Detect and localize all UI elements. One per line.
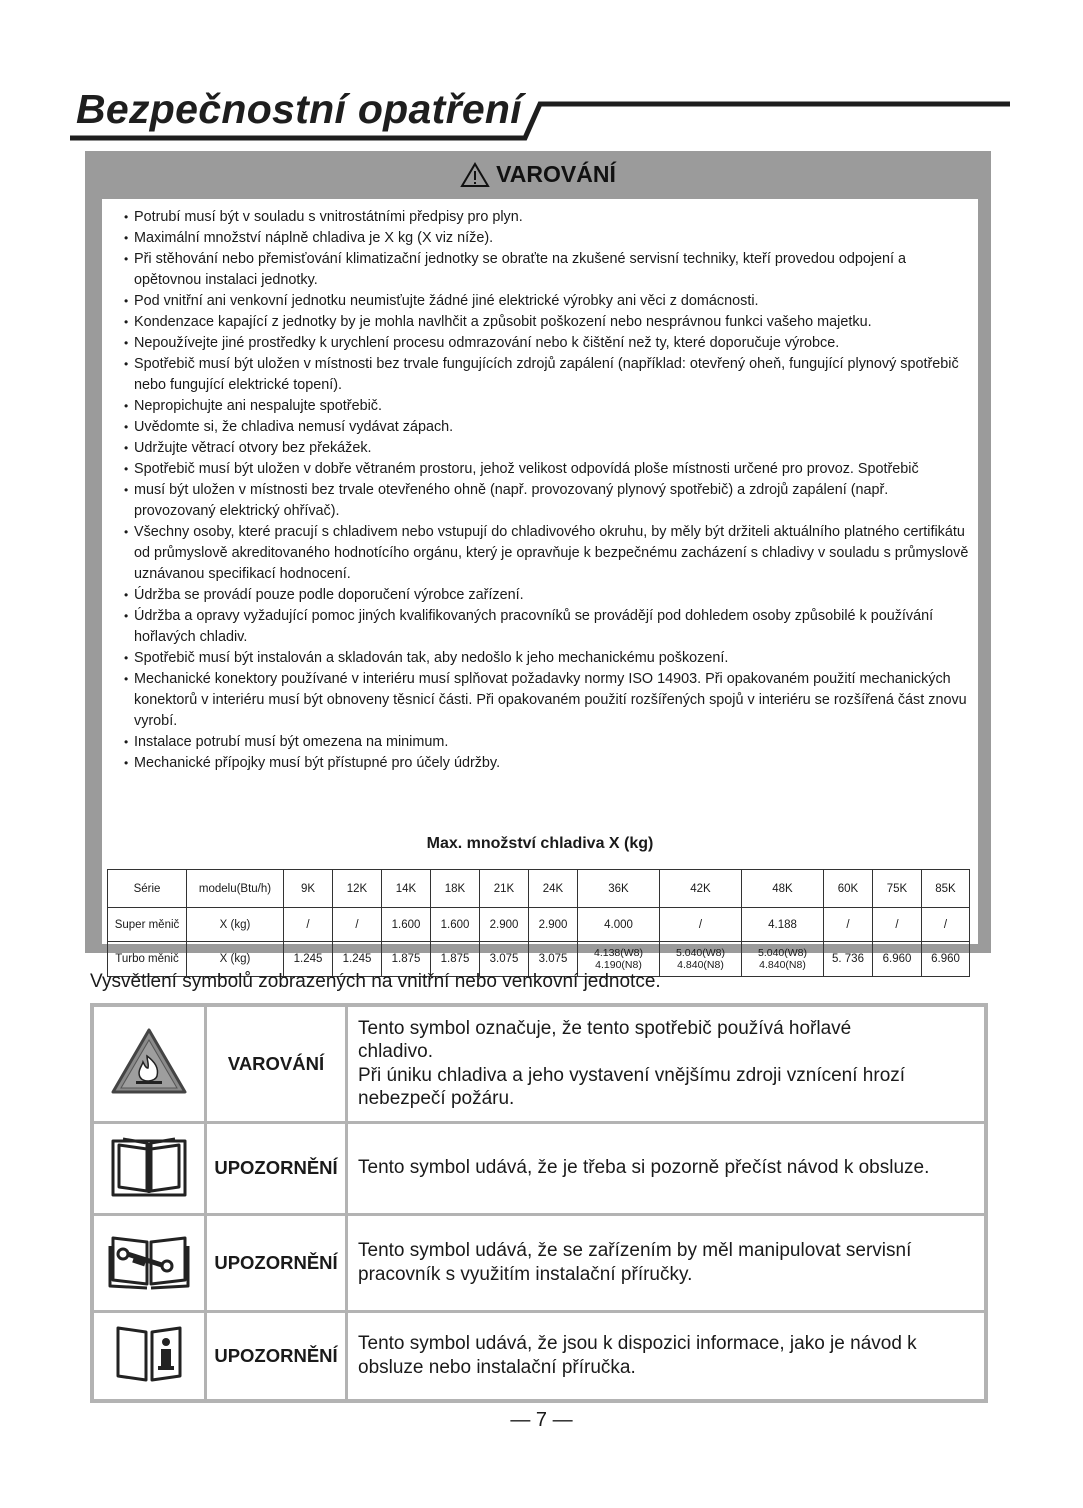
table-cell: 18K [431,870,480,908]
warning-bullet: • Pod vnitřní ani venkovní jednotku neumisťujte žádné jiné elektrické výrobky ani věci z domácnosti. [112,291,972,312]
symbol-label: VAROVÁNÍ [206,1005,347,1122]
warning-bullet: • Udržujte větrací otvory bez překážek. [112,438,972,459]
table-cell: 5. 736 [824,942,873,977]
table-cell: 4.138(W8) 4.190(N8) [578,942,660,977]
description-line: nebezpečí požáru. [358,1088,515,1110]
description-line: Tento symbol udává, že jsou k dispozici informace, jako je návod k [358,1333,917,1355]
table-cell: 3.075 [529,942,578,977]
refrigerant-table [107,869,970,977]
table-cell: 4.000 [578,908,660,942]
description-line: Tento symbol udává, že se zařízením by měl manipulovat servisní [358,1240,912,1261]
symbol-label: UPOZORNĚNÍ [206,1214,347,1311]
info-manual-icon [114,1322,184,1384]
table-cell: 2.900 [529,908,578,942]
table-cell: 9K [284,870,333,908]
table-title: Max. množství chladiva X (kg) [426,835,654,852]
table-cell: 85K [922,870,970,908]
warning-bullet: • Všechny osoby, které pracují s chladivem nebo vstupují do chladivového okruhu, by měly být držiteli aktuálního platného certifikátu od průmyslově akreditovaného hodnotícího orgánu, který je opravňuje k bezpečnému zacházení s chladivy v souladu s průmyslově uznávanou specifikací hodnocení. [112,522,972,585]
warning-box [85,151,991,971]
table-cell: 1.245 [333,942,382,977]
table-cell: 6.960 [922,942,970,977]
table-cell: 21K [480,870,529,908]
table-cell: 60K [824,870,873,908]
table-cell: X (kg) [187,908,284,942]
table-row [108,908,970,942]
warning-bullet: • Maximální množství náplně chladiva je X kg (X viz níže). [112,228,972,249]
symbol-row [92,1214,986,1311]
table-cell: 36K [578,870,660,908]
table-cell: 42K [660,870,742,908]
description-line: Při úniku chladiva a jeho vystavení vnějšímu zdroji vznícení hrozí [358,1064,906,1086]
table-cell: 2.900 [480,908,529,942]
table-cell: 5.040(W8) 4.840(N8) [742,942,824,977]
symbol-icon-cell [92,1005,206,1122]
description-line: Tento symbol udává, že je třeba si pozorně přečíst návod k obsluze. [358,1157,930,1179]
symbol-row [92,1005,986,1122]
warning-bullet: • Uvědomte si, že chladiva nemusí vydávat zápach. [112,417,972,438]
symbol-description [347,1122,987,1214]
symbol-description [347,1005,987,1122]
table-cell: 5.040(W8) 4.840(N8) [660,942,742,977]
table-cell: modelu(Btu/h) [187,870,284,908]
table-cell: / [873,908,922,942]
table-cell: 14K [382,870,431,908]
title-bar [70,82,1015,152]
warning-content [102,199,978,971]
table-cell: 4.188 [742,908,824,942]
warning-bullet: • Mechanické přípojky musí být přístupné pro účely údržby. [112,753,972,774]
warning-bullet: • Instalace potrubí musí být omezena na minimum. [112,732,972,753]
warning-bullet: • Nepoužívejte jiné prostředky k urychlení procesu odmrazování nebo k čištění než ty, které doporučuje výrobce. [112,333,972,354]
table-cell: / [922,908,970,942]
table-cell: / [284,908,333,942]
table-cell: 24K [529,870,578,908]
table-cell: / [333,908,382,942]
table-cell: 48K [742,870,824,908]
page-number: — 7 — [510,1409,573,1431]
table-header-row [108,870,970,908]
flammable-warning-icon [109,1026,189,1096]
warning-bullet: • Při stěhování nebo přemisťování klimatizační jednotky se obraťte na zkušené servisní techniky, kteří provedou odpojení a opětovnou instalaci jednotky. [112,249,972,291]
table-cell: 12K [333,870,382,908]
symbol-label: UPOZORNĚNÍ [206,1122,347,1214]
service-manual-icon [107,1230,191,1290]
warning-bullet: • Spotřebič musí být uložen v dobře větraném prostoru, jehož velikost odpovídá ploše místnosti určené pro provoz. Spotřebič [112,459,972,480]
symbol-icon-cell [92,1122,206,1214]
symbol-icon-cell [92,1214,206,1311]
description-line: chladivo. [358,1041,433,1063]
table-cell: 3.075 [480,942,529,977]
table-cell: 1.245 [284,942,333,977]
table-cell: Super měnič [108,908,187,942]
symbol-description [347,1311,987,1401]
table-cell: Série [108,870,187,908]
warning-bullet-list [112,207,972,774]
description-line: obsluze nebo instalační příručka. [358,1356,636,1378]
description-line: Tento symbol označuje, že tento spotřebič používá hořlavé [358,1017,852,1039]
table-cell: Turbo měnič [108,942,187,977]
symbol-icon-cell [92,1311,206,1401]
table-cell: 75K [873,870,922,908]
warning-bullet: • Kondenzace kapající z jednotky by je mohla navlhčit a způsobit poškození nebo nesprávnou funkci vašeho majetku. [112,312,972,333]
warning-header [85,151,991,198]
warning-bullet: • Údržba se provádí pouze podle doporučení výrobce zařízení. [112,585,972,606]
table-cell: X (kg) [187,942,284,977]
description-line: pracovník s využitím instalační příručky. [358,1263,693,1285]
warning-bullet: • musí být uložen v místnosti bez trvale otevřeného ohně (např. provozovaný plynový spotřebič) a zdrojů zapálení (např. provozovaný elektrický ohřívač). [112,480,972,522]
warning-bullet: • Potrubí musí být v souladu s vnitrostátními předpisy pro plyn. [112,207,972,228]
page-title: Bezpečnostní opatření [76,86,522,132]
symbol-description [347,1214,987,1311]
warning-bullet: • Mechanické konektory používané v interiéru musí splňovat požadavky normy ISO 14903. Při opakovaném použití mechanických konektorů v interiéru musí být obnoveny těsnicí části. Při opakovaném použití rozšířených spojů v interiéru se rozšířená část znovu vyrobí. [112,669,972,732]
table-cell: / [824,908,873,942]
symbols-table [90,1003,988,1403]
symbol-row [92,1122,986,1214]
table-cell: 1.875 [431,942,480,977]
open-book-icon [109,1131,189,1201]
warning-triangle-icon [460,162,490,188]
warning-bullet: • Nepropichujte ani nespalujte spotřebič. [112,396,972,417]
symbol-row [92,1311,986,1401]
table-cell: 6.960 [873,942,922,977]
table-cell: 1.875 [382,942,431,977]
symbol-label: UPOZORNĚNÍ [206,1311,347,1401]
symbols-intro: Vysvětlení symbolů zobrazených na vnitřní nebo venkovní jednotce. [90,971,661,992]
table-cell: 1.600 [382,908,431,942]
table-cell: 1.600 [431,908,480,942]
table-cell: / [660,908,742,942]
warning-bullet: • Spotřebič musí být uložen v místnosti bez trvale fungujících zdrojů zapálení (například: otevřený oheň, fungující plynový spotřebič nebo fungující elektrické topení). [112,354,972,396]
warning-bullet: • Údržba a opravy vyžadující pomoc jiných kvalifikovaných pracovníků se provádějí pod dohledem osoby způsobilé k používání hořlavých chladiv. [112,606,972,648]
warning-title: VAROVÁNÍ [496,161,616,187]
warning-bullet: • Spotřebič musí být instalován a skladován tak, aby nedošlo k jeho mechanickému poškození. [112,648,972,669]
